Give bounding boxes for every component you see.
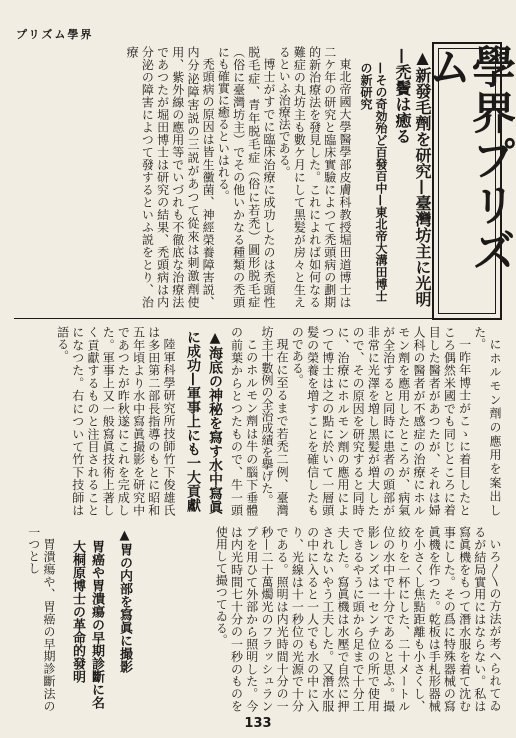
page-number: 133 [244, 716, 272, 731]
article3-paragraph: 胃潰瘍や、胃癌の早期診斷法の一つとし [26, 526, 56, 712]
article1-headline: ▲新發毛劑を研究—臺灣坊主に光明—禿鬢は癒る [393, 48, 432, 307]
column-title: 學界プリズム [420, 44, 515, 274]
article1-body-top [14, 46, 352, 308]
article1-paragraph: 東北帝國大學醫學部皮膚科教授堀田道博士は二ケ年の研究と臨床實驗によつて禿頭病の劃期的新治療法を發見した。これによれば如何なる難症の丸坊主も數ケ月にして黑髪が房々と生えるといふ治療法である。 [277, 46, 352, 308]
article1-paragraph: 一昨年博士がこゝに着目したところ偶然米國でも同じところに着目した醫者があつたが、それは婦人科の醫者が不感症の治療にホルモン劑を應用したところが、病氣が全治すると同時に患者の頭部が非常に光澤を増し黑髪が増大したので、その原因を研究すると同時に、治療にホルモン劑の應用によつて博士は之の點に於いて一層頭髪の榮養を増すことを確信したものである。 [290, 326, 472, 516]
article1-body-bottom [230, 326, 502, 516]
article3-body [14, 526, 56, 712]
article1-paragraph: にホルモン劑の應用を案出した。 [472, 326, 502, 516]
article3-subheadline: 胃癌や胃潰瘍の早期診斷に名大桐原博士の革命的發明 [70, 540, 104, 709]
article2-paragraph: 陸軍科學研究所技師竹下俊雄氏は多田第二部長指導のもとに昭和五年頃より水中寫眞撮影を研究中であつたが昨秋遂にこれを完成した。軍事上又一般寫眞技術上著しく貢獻するものと注目されることになつた。右について竹下技師は語る。 [55, 326, 176, 516]
article1-paragraph: 禿頭病の原因は皆生黴菌、神經榮養障害説、内分泌障害説の三説があつて從來は刺激劑使用、紫外線の應用等でいづれも不徹底な治療法であつたが堀田博士は研究の結果、禿頭病は内分泌の障害によつて發するといふ説をとり、治療 [125, 46, 216, 308]
article2-body-continued [142, 526, 502, 712]
column-title-box [420, 42, 515, 320]
article2-headline: ▲海底の神秘を寫す水中寫眞に成功—軍事上にも一大貢獻 [185, 330, 223, 514]
article2-paragraph: いろ〳〵の方法が考へられてゐるが結局實用にはならない。私は寫眞機をもつて潛水服を着て沈む事にした。その爲に特殊器械の寫眞機を作つた。乾板は手札形器械を小さくし焦點距離も小さくし、絞りを一杯にした、二十メートル位の水中で十分であると思ふ。撮影レンズは一センチ位の所で使用できるやうに頭から足まで十分工夫した。寫眞機は水壓で自然に押されないやう工夫した。又潛水服の中に入ると一人でも水の中に入り、光線は十一秒位の光源で十分である。照明は内光時間十分の一秒—二十萬燭光のフラッシュランプを用ひて外部から照明した。今は内光時間七十分の一秒のものを使用して撮つてゐる。 [214, 526, 502, 712]
article1-paragraph: 現在に至るまで若禿二例、臺灣坊主十數例の全治成績を擧げた。 [259, 326, 290, 516]
article2-body [14, 326, 176, 516]
article1-paragraph: このホルモン劑は牛の腦下垂體の前葉からとつたもので、牛一頭 [230, 326, 259, 516]
article1-subheadline: —その奇効殆ど百發百中—東北帝大溝田博士の新研究 [359, 62, 388, 302]
running-head: プリズム學界 [16, 28, 94, 41]
article3-headline: ▲胃の内部を寫眞に撮影 [117, 528, 132, 673]
article1-paragraph: 博士がすでに臨床治療に成功したのは禿頭性脱毛症、青年脱毛症（俗に若禿）圓形脱毛症（俗に臺灣坊主）でその他いかなる種類の禿頭にも確實に癒るといはれる。 [216, 46, 276, 308]
horizontal-rule [14, 318, 502, 319]
